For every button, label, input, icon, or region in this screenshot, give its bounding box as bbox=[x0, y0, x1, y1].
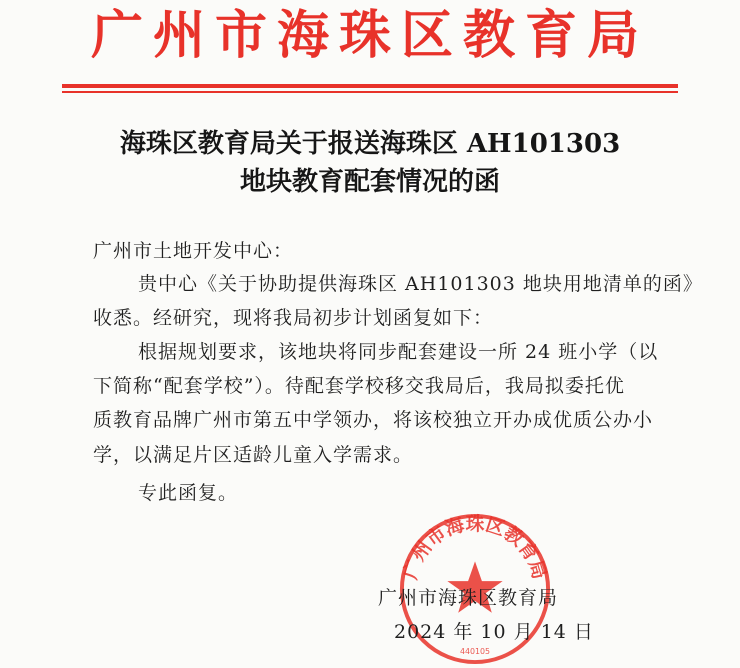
paragraph-1-line-2: 收悉。经研究，现将我局初步计划函复如下： bbox=[93, 307, 494, 329]
paragraph-2-line-1: 根据规划要求，该地块将同步配套建设一所 24 班小学（以 bbox=[138, 341, 659, 363]
signature-issuer: 广州市海珠区教育局 bbox=[378, 587, 559, 609]
masthead-title: 广州市海珠区教育局 bbox=[90, 6, 649, 66]
svg-text:广州市海珠区教育局: 广州市海珠区教育局 bbox=[400, 513, 550, 582]
document-title-line-2: 地块教育配套情况的函 bbox=[239, 167, 500, 197]
closing-line: 专此函复。 bbox=[138, 482, 239, 504]
document-title-line-1: 海珠区教育局关于报送海珠区 AH101303 bbox=[119, 129, 621, 159]
paragraph-2-line-4: 学，以满足片区适龄儿童入学需求。 bbox=[93, 444, 414, 466]
svg-text:440105: 440105 bbox=[459, 647, 491, 657]
paragraph-2-line-2: 下简称“配套学校”）。待配套学校移交我局后，我局拟委托优 bbox=[93, 375, 625, 397]
paragraph-2-line-3: 质教育品牌广州市第五中学领办，将该校独立开办成优质公办小 bbox=[93, 409, 654, 431]
paragraph-1-line-1: 贵中心《关于协助提供海珠区 AH101303 地块用地清单的函》 bbox=[138, 273, 703, 295]
signature-date: 2024 年 10 月 14 日 bbox=[394, 621, 594, 643]
masthead-rule-thick bbox=[62, 84, 678, 88]
masthead-rule-thin bbox=[62, 91, 678, 93]
salutation: 广州市土地开发中心： bbox=[93, 240, 294, 262]
